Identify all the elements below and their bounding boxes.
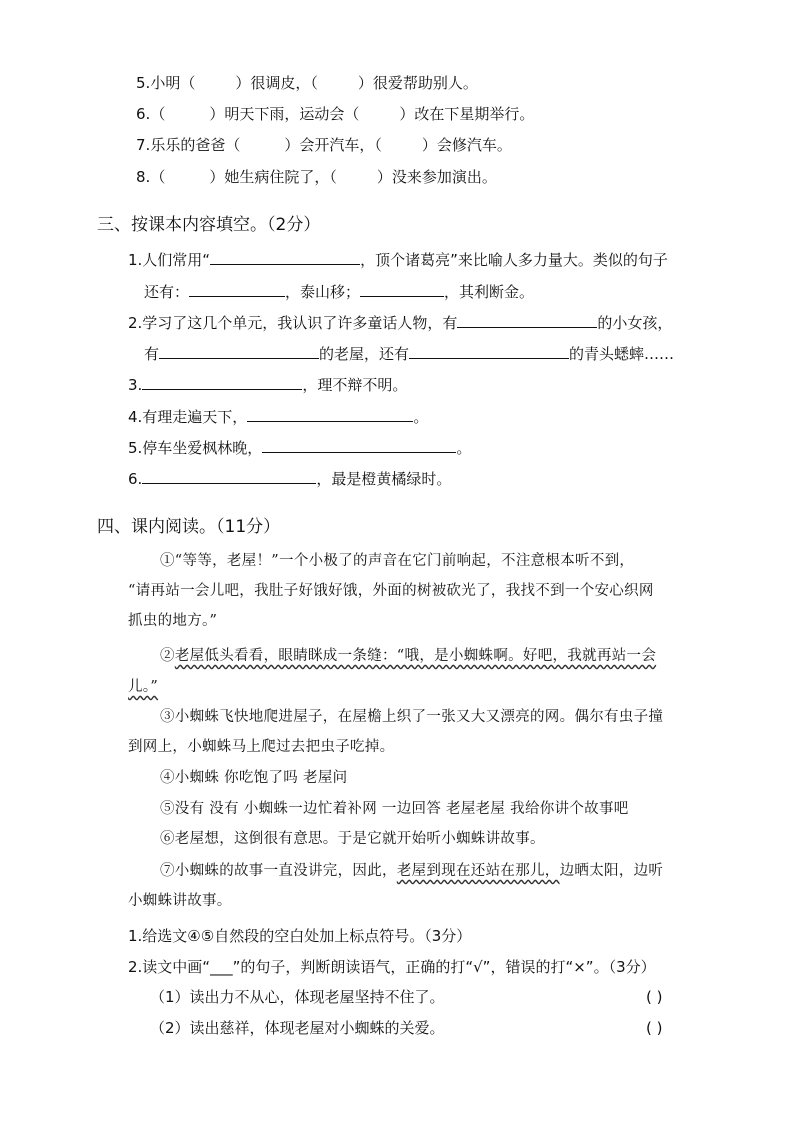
passage-p4: ④小蜘蛛 你吃饱了吗 老屋问	[160, 770, 348, 786]
q-text: 3.	[128, 376, 143, 394]
item-text: （	[150, 168, 166, 186]
conj-item-6	[136, 103, 534, 125]
item-number: 7.	[136, 136, 151, 154]
item-text: ）改在下星期举行。	[399, 105, 535, 123]
item-text: ）明天下雨，运动会（	[209, 105, 360, 123]
q-text: 2.学习了这几个单元，我认识了许多童话人物，有	[128, 314, 458, 332]
underlined-sentence: 儿。”	[128, 679, 159, 695]
q-text: 6.	[128, 470, 143, 488]
fill-q3	[128, 373, 407, 396]
q-text: ，顶个诸葛亮”来比喻人多力量大。类似的句子	[360, 251, 668, 269]
fill-blank[interactable]	[457, 311, 597, 328]
fill-blank[interactable]	[247, 405, 413, 422]
reading-q2-option-1: （1）读出力不从心，体现老屋坚持不住了。	[150, 988, 445, 1006]
passage-p7-line2: 小蜘蛛讲故事。	[128, 893, 232, 909]
fill-q2-line2	[144, 342, 674, 365]
conj-item-8	[136, 166, 497, 188]
fill-blank[interactable]	[142, 467, 316, 484]
fill-blank[interactable]	[409, 342, 569, 359]
fill-blank[interactable]	[142, 373, 302, 390]
fill-blank[interactable]	[262, 436, 456, 453]
fill-blank[interactable]	[159, 342, 319, 359]
reading-q1: 1.给选文④⑤自然段的空白处加上标点符号。（3分）	[128, 927, 472, 945]
para-mark: ②	[160, 648, 175, 664]
item-text: ）很爱帮助别人。	[357, 74, 478, 92]
q-text: 4.有理走遍天下，	[128, 408, 248, 426]
fill-blank[interactable]	[210, 248, 360, 265]
fill-q5	[128, 436, 471, 459]
passage-p2-line2	[128, 676, 158, 698]
item-number: 8.	[136, 168, 151, 186]
item-text: ）很调皮，（	[235, 74, 318, 92]
reading-q2-option-2: （2）读出慈祥，体现老屋对小蜘蛛的关爱。	[150, 1019, 445, 1037]
q-text: 有	[144, 345, 160, 363]
passage-text: ⑦小蜘蛛的故事一直没讲完，因此，	[160, 863, 397, 879]
conj-item-5	[136, 72, 478, 94]
conj-item-7	[136, 134, 512, 156]
answer-paren[interactable]: ( )	[646, 988, 663, 1006]
fill-q1-line2	[144, 280, 534, 303]
fill-blank[interactable]	[360, 280, 444, 297]
section-3-title: 三、按课本内容填空。（2分）	[97, 215, 321, 235]
passage-p2-line1	[160, 645, 656, 667]
item-text: ）会修汽车。	[421, 136, 512, 154]
q-text: ，理不辩不明。	[302, 376, 408, 394]
passage-p3-line1: ③小蜘蛛飞快地爬进屋子，在屋檐上织了一张又大又漂亮的网。偶尔有虫子撞	[160, 709, 664, 725]
item-text: 小明（	[150, 74, 196, 92]
underlined-sentence: 老屋低头看看，眼睛眯成一条缝：“哦，是小蜘蛛啊。好吧，我就再站一会	[174, 648, 657, 664]
underlined-sentence: 老屋到现在还站在那儿，	[396, 863, 560, 879]
passage-p3-line2: 到网上，小蜘蛛马上爬过去把虫子吃掉。	[128, 739, 395, 755]
passage-p1-line1: ①“等等，老屋！”一个小极了的声音在它门前响起，不注意根本听不到，	[160, 553, 635, 569]
q-text: 1.人们常用“	[128, 251, 211, 269]
passage-p7-line1	[160, 860, 663, 882]
item-text: ）会开汽车，（	[284, 136, 382, 154]
passage-p1-line2: “请再站一会儿吧，我肚子好饿好饿，外面的树被砍光了，我找不到一个安心织网	[128, 583, 654, 599]
q-text: ，最是橙黄橘绿时。	[316, 470, 452, 488]
passage-p6: ⑥老屋想，这倒很有意思。于是它就开始听小蜘蛛讲故事。	[160, 831, 545, 847]
q-text: 的老屋，还有	[319, 345, 410, 363]
passage-p5: ⑤没有 没有 小蜘蛛一边忙着补网 一边回答 老屋老屋 我给你讲个故事吧	[160, 801, 629, 817]
q-text: 的小女孩，	[597, 314, 673, 332]
reading-q2: 2.读文中画“___”的句子，判断朗读语气，正确的打“√”，错误的打“×”。（3分）	[128, 958, 656, 976]
fill-q6	[128, 467, 451, 490]
answer-paren[interactable]: ( )	[646, 1019, 663, 1037]
q-text: 还有：	[144, 283, 190, 301]
q-text: 的青头蟋蟀……	[569, 345, 675, 363]
q-text: 。	[456, 439, 472, 457]
item-number: 6.	[136, 105, 151, 123]
item-text: （	[150, 105, 166, 123]
section-4-title: 四、课内阅读。（11分）	[97, 517, 281, 537]
q-text: ，其利断金。	[444, 283, 535, 301]
item-number: 5.	[136, 74, 151, 92]
q-text: 。	[413, 408, 429, 426]
q-text: 5.停车坐爱枫林晚，	[128, 439, 263, 457]
passage-p1-line3: 抓虫的地方。”	[128, 613, 218, 629]
fill-q2-line1	[128, 311, 672, 334]
q-text: ，泰山移；	[285, 283, 361, 301]
item-text: 乐乐的爸爸（	[150, 136, 241, 154]
fill-blank[interactable]	[189, 280, 285, 297]
item-text: ）没来参加演出。	[376, 168, 497, 186]
passage-text: 边晒太阳，边听	[559, 863, 664, 879]
fill-q1-line1	[128, 248, 668, 271]
fill-q4	[128, 405, 428, 428]
item-text: ）她生病住院了，（	[209, 168, 337, 186]
